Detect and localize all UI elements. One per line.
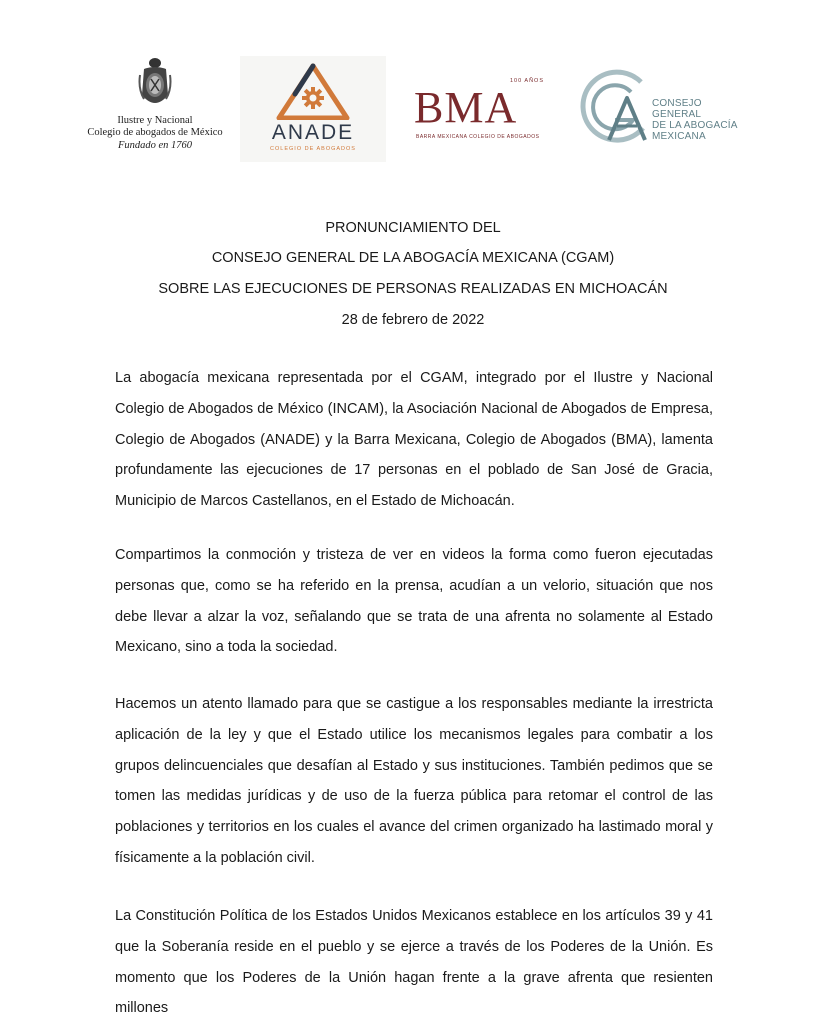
paragraph-3: Hacemos un atento llamado para que se castigue a los responsables mediante la irrestricta aplicación de la ley y que el Estado utilice los mecanismos legales para combatir a los grupos delincuenciales que desafían al Estado y sus instituciones. También pedimos que se tomen las medidas jurídicas y de uso de la fuerza pública para retomar el control de las poblaciones y territorios en los cuales el avance del crimen organizado ha lastimado moral y físicamente a la población civil. — [115, 696, 713, 866]
cgam-line2: DE LA ABOGACÍA — [652, 120, 738, 131]
incam-crest-icon — [138, 55, 172, 113]
paragraph-4: La Constitución Política de los Estados Unidos Mexicanos establece en los artículos 39 y 41 que la Soberanía reside en el pueblo y se ejerce a través de los Poderes de la Unión. Es momento que los Poderes de la Unión hagan frente a la grave afrenta que resienten millones — [115, 908, 713, 1017]
document-date: 28 de febrero de 2022 — [341, 312, 485, 328]
cgam-line1: CONSEJO GENERAL — [652, 98, 702, 120]
incam-line1: Ilustre y Nacional — [117, 115, 193, 126]
anade-name: ANADE — [271, 121, 355, 144]
cgam-wordmark — [652, 98, 750, 142]
bma-logo — [414, 78, 544, 148]
paragraph-1: La abogacía mexicana representada por el CGAM, integrado por el Ilustre y Nacional Colegio de Abogados de México (INCAM), la Asociación Nacional de Abogados de Empresa, Colegio de Abogados (ANADE) y la Barra Mexicana, Colegio de Abogados (BMA), lamenta profundamente las ejecuciones de 17 personas en el poblado de San José de Gracia, Municipio de Marcos Castellanos, en el Estado de Michoacán. — [115, 370, 713, 510]
cgam-logo — [575, 68, 750, 158]
logo-header — [0, 0, 826, 200]
paragraph-2: Compartimos la conmoción y tristeza de ver en videos la forma como fueron ejecutadas personas que, como se ha referido en la prensa, acudían a un velorio, situación que nos debe llevar a alzar la voz, señalando que se trata de una afrenta no solamente al Estado Mexicano, sino a toda la sociedad. — [115, 547, 713, 656]
bma-years: 100 AÑOS — [510, 78, 544, 84]
cgam-emblem-icon — [575, 68, 655, 150]
anade-triangle-icon — [275, 62, 351, 120]
anade-logo — [240, 56, 386, 162]
anade-subtitle: COLEGIO DE ABOGADOS — [270, 146, 356, 152]
incam-line3: Fundado en 1760 — [117, 140, 193, 151]
bma-tagline: BARRA MEXICANA COLEGIO DE ABOGADOS — [416, 134, 540, 140]
cgam-line3: MEXICANA — [652, 131, 706, 142]
incam-logo — [80, 55, 230, 153]
bma-name: BMA — [414, 83, 518, 132]
title-line-1: PRONUNCIAMIENTO DEL — [325, 220, 501, 236]
title-line-3: SOBRE LAS EJECUCIONES DE PERSONAS REALIZADAS EN MICHOACÁN — [158, 281, 668, 297]
incam-line2: Colegio de abogados de México — [87, 127, 223, 138]
title-line-2: CONSEJO GENERAL DE LA ABOGACÍA MEXICANA (CGAM) — [211, 250, 615, 266]
